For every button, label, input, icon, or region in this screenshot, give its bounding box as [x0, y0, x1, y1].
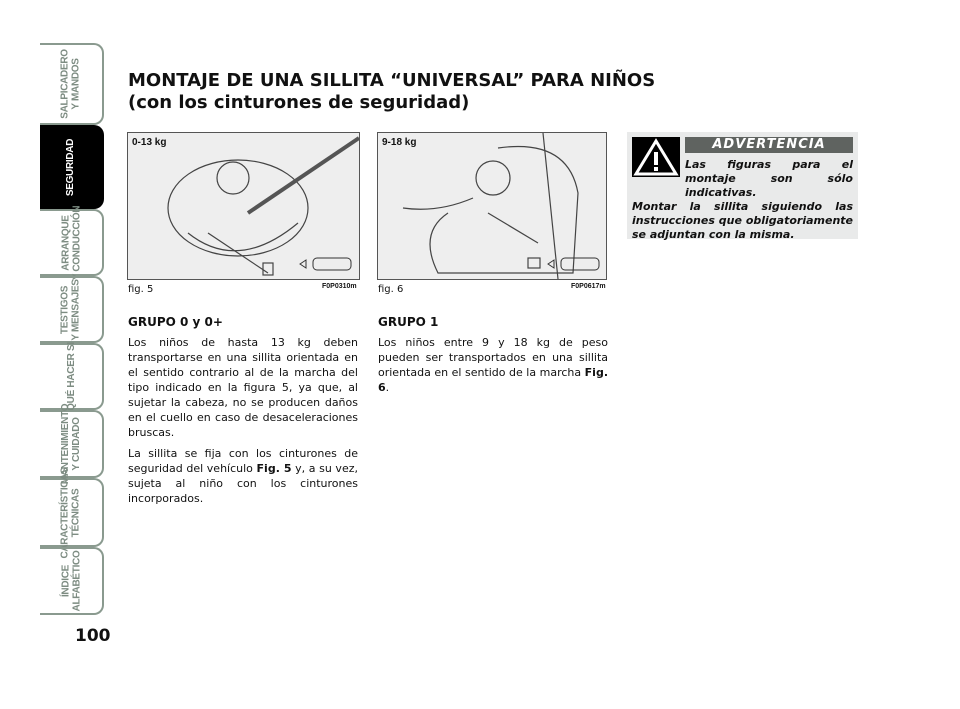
page-title: [128, 70, 655, 114]
figure-6-image: [377, 132, 607, 280]
child-seat-illustration: [378, 133, 606, 279]
group-0-section: [128, 315, 358, 512]
text: Montar la sillita siguiendo las instrucciones que obligatoriamente se adjuntan con la misma.: [632, 200, 853, 241]
text: La sillita se fija con los cinturones de seguridad del vehículo: [128, 447, 358, 475]
tab-salpicadero[interactable]: [40, 43, 104, 125]
figure-reference: Fig. 6: [378, 366, 608, 394]
weight-label: 9-18 kg: [382, 137, 417, 148]
section-heading: GRUPO 0 y 0+: [128, 315, 223, 329]
paragraph: [378, 335, 608, 395]
warning-heading: ADVERTENCIA: [685, 137, 853, 153]
infant-seat-illustration: [128, 133, 359, 279]
figure-5-code: F0P0310m: [322, 283, 357, 290]
text: Las figuras para el montaje son sólo indicativas.: [685, 158, 853, 199]
figure-5-image: [127, 132, 360, 280]
tab-label: QUÉ HACER SI: [65, 342, 77, 411]
title-line: (con los cinturones de seguridad): [128, 92, 470, 113]
tab-label: SALPICADERO Y MANDOS: [60, 49, 83, 119]
figure-6-caption: fig. 6: [378, 284, 404, 295]
warning-box: [627, 132, 858, 239]
figure-reference: Fig. 5: [256, 462, 292, 475]
tab-que-hacer-si[interactable]: [40, 343, 104, 410]
paragraph: Los niños de hasta 13 kg deben transportarse en una sillita orientada en el sentido contrario al de la marcha del tipo indicado en la figura 5, ya que, al sujetar la cabeza, no se producen daños en el cuello en caso de desaceleraciones bruscas.: [128, 336, 358, 439]
tab-arranque[interactable]: [40, 205, 104, 280]
tab-seguridad[interactable]: [40, 125, 104, 209]
tab-label: CARACTERÍSTICAS TÉCNICAS: [60, 466, 82, 559]
tab-label: ÍNDICE ALFABÉTICO: [59, 550, 82, 612]
tab-label: MANTENIMIENTO Y CUIDADO: [60, 403, 83, 485]
tab-label: SEGURIDAD: [65, 138, 77, 196]
page-number: 100: [75, 626, 111, 646]
text: y, a su vez, sujeta al niño con los cinturones incorporados.: [128, 462, 358, 505]
tab-label: ARRANQUE Y CONDUCCIÓN: [60, 205, 82, 280]
tab-indice[interactable]: [40, 547, 104, 615]
title-line: MONTAJE DE UNA SILLITA “UNIVERSAL” PARA NIÑOS: [128, 70, 656, 91]
tab-label: TESTIGOS Y MENSAJES: [59, 278, 82, 341]
section-heading: GRUPO 1: [378, 315, 439, 329]
paragraph: [128, 446, 358, 506]
text: .: [385, 381, 390, 394]
text: Los niños entre 9 y 18 kg de peso pueden ser transportados en una sillita orientada en el sentido de la marcha: [378, 336, 608, 379]
figure-6-code: F0P0617m: [571, 283, 606, 290]
tab-caracteristicas[interactable]: [40, 466, 104, 559]
group-1-section: [378, 315, 608, 401]
figure-5-caption: fig. 5: [128, 284, 154, 295]
weight-label: 0-13 kg: [132, 137, 167, 148]
warning-text: [632, 158, 853, 242]
tab-testigos[interactable]: [40, 276, 104, 343]
